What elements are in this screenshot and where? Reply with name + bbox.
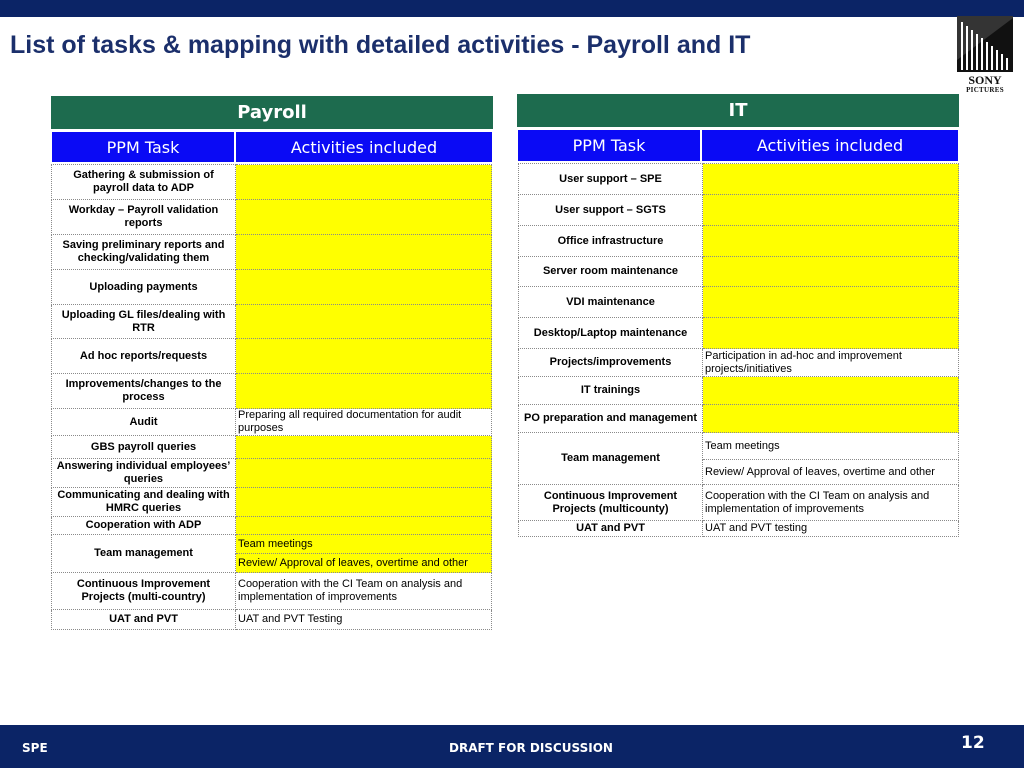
table-row — [519, 377, 959, 405]
table-row — [52, 270, 492, 305]
top-bar — [0, 0, 1024, 17]
task-cell: Office infrastructure — [519, 226, 703, 257]
activity-cell: Preparing all required documentation for audit purposes — [236, 409, 492, 436]
task-cell: UAT and PVT — [519, 521, 703, 537]
table-row — [519, 226, 959, 257]
table-row — [519, 318, 959, 349]
sony-pictures-logo — [957, 16, 1013, 96]
table-row — [52, 535, 492, 554]
logo-text-sony: SONY — [968, 73, 1002, 87]
activity-cell: Review/ Approval of leaves, overtime and other — [703, 460, 959, 485]
task-cell: Projects/improvements — [519, 349, 703, 377]
table-row — [52, 374, 492, 409]
table-row — [519, 433, 959, 460]
table-row — [519, 257, 959, 287]
activity-cell: Participation in ad-hoc and improvement projects/initiatives — [703, 349, 959, 377]
task-cell: PO preparation and management — [519, 405, 703, 433]
it-section-header: IT — [517, 94, 959, 127]
activity-cell — [703, 226, 959, 257]
table-row — [52, 165, 492, 200]
activity-cell: UAT and PVT Testing — [236, 610, 492, 630]
task-cell: Server room maintenance — [519, 257, 703, 287]
task-cell: Team management — [52, 535, 236, 573]
activity-cell — [236, 200, 492, 235]
it-col-task: PPM Task — [518, 130, 700, 161]
table-row — [519, 287, 959, 318]
activity-cell: Review/ Approval of leaves, overtime and other — [236, 554, 492, 573]
activity-cell — [703, 287, 959, 318]
activity-cell — [703, 318, 959, 349]
footer-draft-label: DRAFT FOR DISCUSSION — [449, 741, 613, 755]
task-cell: GBS payroll queries — [52, 436, 236, 459]
payroll-col-task: PPM Task — [52, 132, 234, 162]
activity-cell — [236, 270, 492, 305]
task-cell: Uploading GL files/dealing with RTR — [52, 305, 236, 339]
page-title: List of tasks & mapping with detailed activities - Payroll and IT — [10, 31, 751, 59]
task-cell: User support – SPE — [519, 164, 703, 195]
activity-cell — [236, 305, 492, 339]
activity-cell — [703, 195, 959, 226]
activity-cell — [703, 405, 959, 433]
table-row — [52, 517, 492, 535]
table-row — [52, 488, 492, 517]
payroll-table — [51, 164, 492, 630]
task-cell: IT trainings — [519, 377, 703, 405]
table-row — [52, 573, 492, 610]
table-row — [519, 195, 959, 226]
activity-cell — [236, 339, 492, 374]
activity-cell: Cooperation with the CI Team on analysis and implementation of improvements — [703, 485, 959, 521]
task-cell: Workday – Payroll validation reports — [52, 200, 236, 235]
task-cell: Ad hoc reports/requests — [52, 339, 236, 374]
activity-cell — [236, 235, 492, 270]
it-col-activities: Activities included — [702, 130, 958, 161]
activity-cell — [703, 164, 959, 195]
task-cell: Answering individual employees’ queries — [52, 459, 236, 488]
task-cell: Uploading payments — [52, 270, 236, 305]
task-cell: Saving preliminary reports and checking/validating them — [52, 235, 236, 270]
page-number: 12 — [961, 733, 985, 753]
table-row — [519, 405, 959, 433]
activity-cell — [236, 459, 492, 488]
it-table — [518, 163, 959, 537]
task-cell: Team management — [519, 433, 703, 485]
task-cell: Continuous Improvement Projects (multicounty) — [519, 485, 703, 521]
logo-stripes-icon — [957, 16, 1013, 72]
table-row — [52, 610, 492, 630]
table-row — [52, 436, 492, 459]
payroll-col-activities: Activities included — [236, 132, 492, 162]
activity-cell: Cooperation with the CI Team on analysis and implementation of improvements — [236, 573, 492, 610]
activity-cell: UAT and PVT testing — [703, 521, 959, 537]
table-row — [52, 409, 492, 436]
task-cell: VDI maintenance — [519, 287, 703, 318]
activity-cell — [236, 517, 492, 535]
table-row — [519, 485, 959, 521]
activity-cell — [703, 257, 959, 287]
footer-company: SPE — [22, 741, 48, 755]
task-cell: Improvements/changes to the process — [52, 374, 236, 409]
task-cell: Desktop/Laptop maintenance — [519, 318, 703, 349]
table-row — [519, 521, 959, 537]
payroll-section-header: Payroll — [51, 96, 493, 129]
table-row — [52, 235, 492, 270]
table-row — [52, 305, 492, 339]
table-row — [52, 459, 492, 488]
task-cell: UAT and PVT — [52, 610, 236, 630]
activity-cell — [236, 374, 492, 409]
task-cell: Continuous Improvement Projects (multi-country) — [52, 573, 236, 610]
activity-cell — [236, 488, 492, 517]
activity-cell — [236, 436, 492, 459]
activity-cell — [703, 377, 959, 405]
table-row — [52, 339, 492, 374]
task-cell: Communicating and dealing with HMRC queries — [52, 488, 236, 517]
task-cell: Gathering & submission of payroll data to ADP — [52, 165, 236, 200]
activity-cell — [236, 165, 492, 200]
logo-text-pictures: PICTURES — [966, 86, 1004, 94]
task-cell: Cooperation with ADP — [52, 517, 236, 535]
table-row — [52, 200, 492, 235]
activity-cell: Team meetings — [236, 535, 492, 554]
activity-cell: Team meetings — [703, 433, 959, 460]
table-row — [519, 164, 959, 195]
task-cell: User support – SGTS — [519, 195, 703, 226]
table-row — [519, 349, 959, 377]
footer-bar — [0, 725, 1024, 768]
task-cell: Audit — [52, 409, 236, 436]
